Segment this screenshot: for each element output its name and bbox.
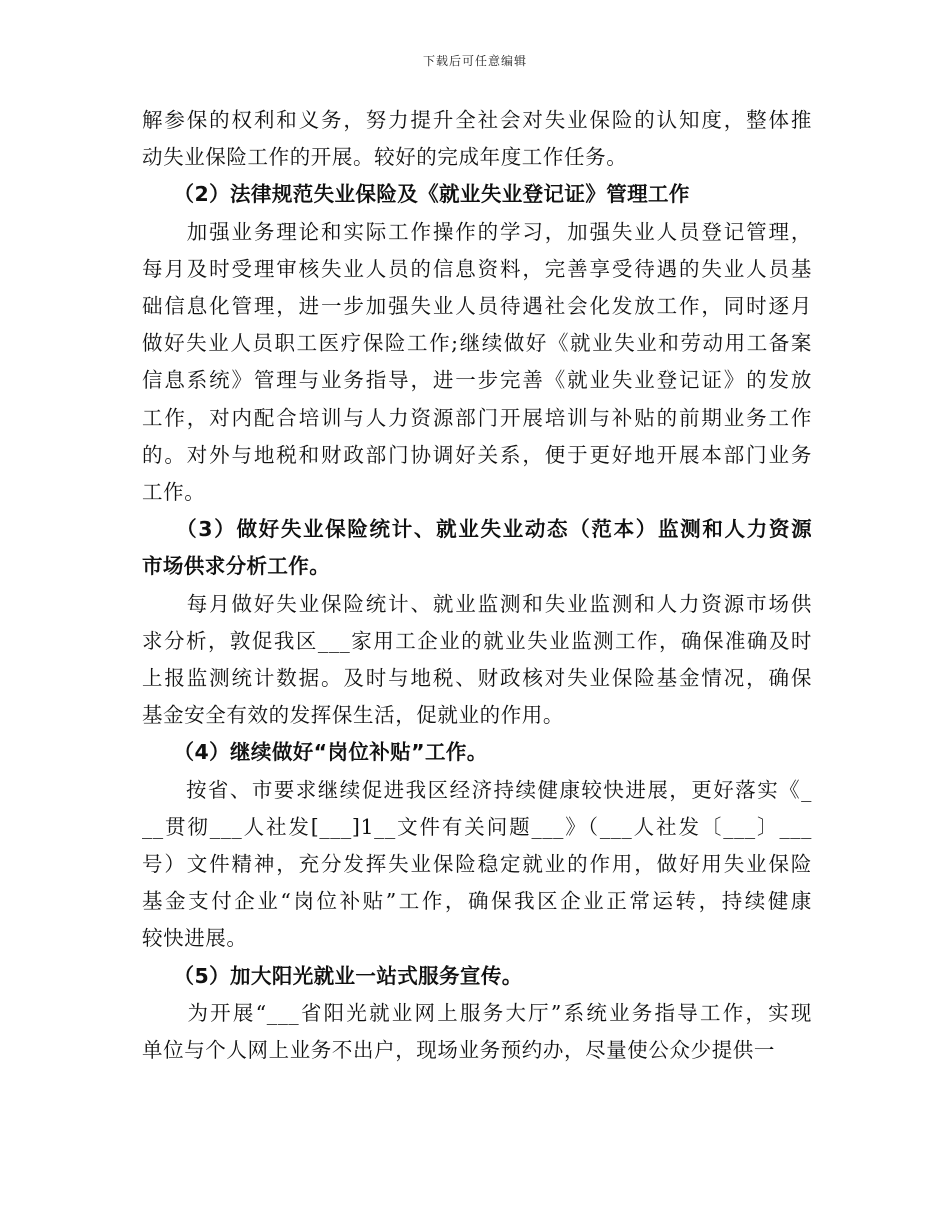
text-line: 为开展“___省阳光就业网上服务大厅”系统业务指导工作，实现 [142, 1000, 812, 1025]
body-paragraph [142, 586, 812, 735]
body-paragraph [142, 995, 812, 1069]
section-heading [142, 176, 812, 213]
text-line: 号）文件精神，充分发挥失业保险稳定就业的作用，做好用失业保险 [142, 852, 812, 877]
text-line: 上报监测统计数据。及时与地税、财政核对失业保险基金情况，确保 [142, 666, 812, 691]
text-line: 解参保的权利和义务，努力提升全社会对失业保险的认知度，整体推 [142, 108, 812, 132]
text-line: 基金支付企业“岗位补贴”工作，确保我区企业正常运转，持续健康 [142, 889, 812, 914]
text-line: （4）继续做好“岗位补贴”工作。 [142, 740, 488, 765]
text-line: 动失业保险工作的开展。较好的完成年度工作任务。 [142, 145, 628, 170]
text-line: 求分析，敦促我区___家用工企业的就业失业监测工作，确保准确及时 [142, 628, 812, 653]
text-line: （2）法律规范失业保险及《就业失业登记证》管理工作 [142, 182, 690, 207]
section-heading [142, 958, 812, 995]
body-paragraph [142, 102, 812, 176]
body-paragraph [142, 772, 812, 958]
text-line: 每月做好失业保险统计、就业监测和失业监测和人力资源市场供 [142, 591, 812, 616]
page-header: 下载后可任意编辑 [422, 54, 527, 68]
text-line: 每月及时受理审核失业人员的信息资料，完善享受待遇的失业人员基 [142, 256, 812, 281]
text-line: （3）做好失业保险统计、就业失业动态（范本）监测和人力资源 [142, 517, 812, 542]
text-line: 加强业务理论和实际工作操作的学习，加强失业人员登记管理， [142, 219, 812, 244]
text-line: 信息系统》管理与业务指导，进一步完善《就业失业登记证》的发放 [142, 368, 812, 393]
text-line: __贯彻___人社发[___]1__文件有关问题___》（___人社发〔___〕___ [142, 814, 812, 839]
section-heading [142, 734, 812, 771]
section-heading [142, 511, 812, 585]
text-line: 础信息化管理，进一步加强失业人员待遇社会化发放工作，同时逐月 [142, 294, 812, 319]
text-line: 市场供求分析工作。 [142, 554, 331, 579]
text-line: 工作，对内配合培训与人力资源部门开展培训与补贴的前期业务工作 [142, 405, 812, 430]
text-line: 工作。 [142, 480, 206, 505]
text-line: 基金安全有效的发挥保生活，促就业的作用。 [142, 703, 564, 728]
text-line: 较快进展。 [142, 926, 248, 951]
text-line: 做好失业人员职工医疗保险工作;继续做好《就业失业和劳动用工备案 [142, 331, 812, 356]
text-line: 的。对外与地税和财政部门协调好关系，便于更好地开展本部门业务 [142, 442, 812, 467]
document-body [142, 102, 812, 1069]
text-line: 单位与个人网上业务不出户，现场业务预约办，尽量使公众少提供一 [142, 1038, 775, 1063]
text-line: 按省、市要求继续促进我区经济持续健康较快进展，更好落实《_ [142, 777, 812, 802]
text-line: （5）加大阳光就业一站式服务宣传。 [142, 963, 523, 988]
body-paragraph [142, 214, 812, 512]
